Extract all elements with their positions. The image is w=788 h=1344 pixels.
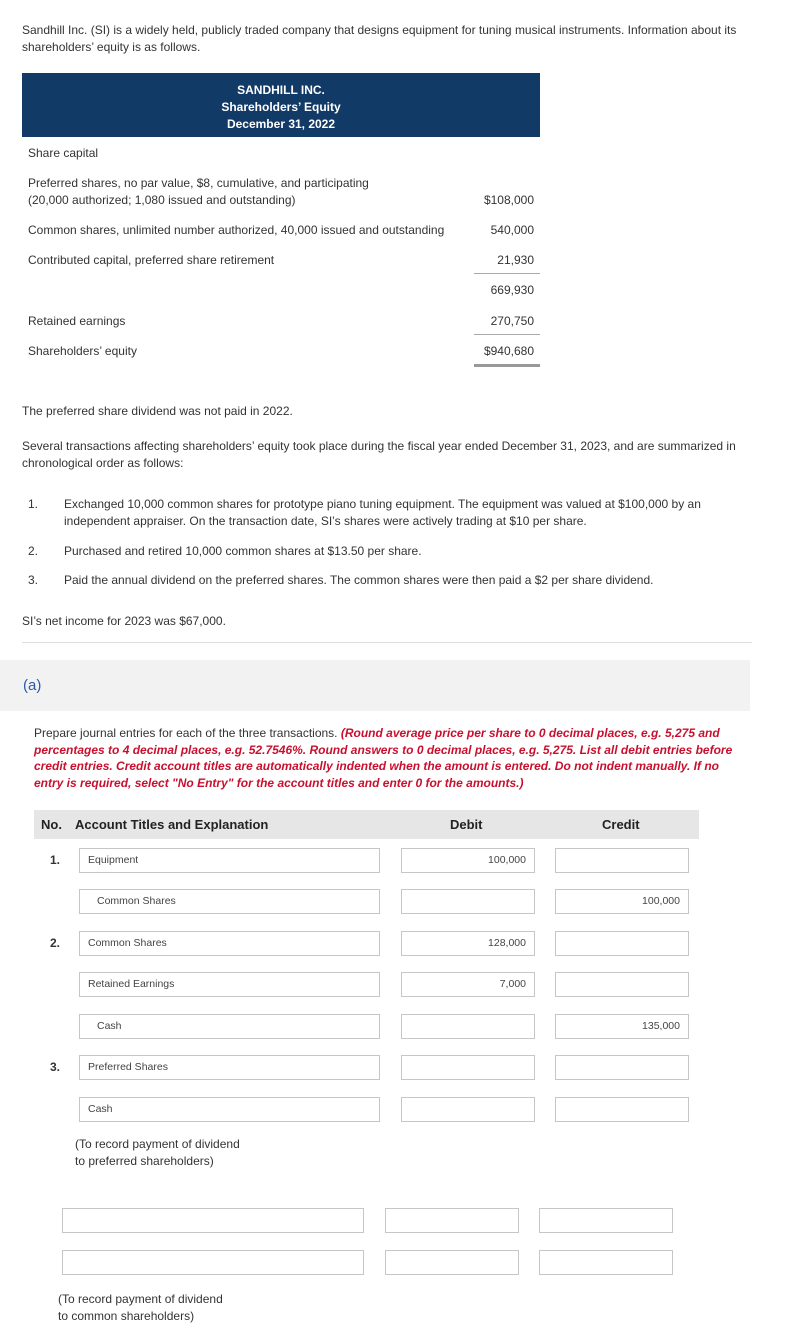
- transaction-number: 2.: [28, 544, 39, 558]
- debit-input[interactable]: 7,000: [401, 972, 535, 997]
- instruction-plain: Prepare journal entries for each of the three transactions.: [34, 726, 341, 740]
- subtotal-amount: 669,930: [490, 283, 534, 297]
- common-label: Common shares, unlimited number authorized, 40,000 issued and outstanding: [28, 223, 445, 237]
- intro-text: Sandhill Inc. (SI) is a widely held, publicly traded company that designs equipment for tuning musical instruments. Information about its shareholders’ equity is as follows.: [22, 23, 737, 54]
- account-input[interactable]: Preferred Shares: [79, 1055, 380, 1080]
- credit-input[interactable]: [555, 1097, 689, 1122]
- statement-header: [22, 73, 540, 137]
- debit-input[interactable]: [401, 1014, 535, 1039]
- debit-input[interactable]: 100,000: [401, 848, 535, 873]
- credit-input[interactable]: [539, 1208, 673, 1233]
- credit-input[interactable]: 100,000: [555, 889, 689, 914]
- total-amount: $940,680: [483, 344, 534, 358]
- col-no: No.: [41, 817, 62, 832]
- total-label: Shareholders’ equity: [28, 344, 137, 358]
- statement-company: SANDHILL INC.: [237, 83, 325, 97]
- debit-input[interactable]: [385, 1208, 519, 1233]
- entry-number: 1.: [50, 853, 61, 867]
- debit-input[interactable]: [401, 1097, 535, 1122]
- account-input[interactable]: Cash: [79, 1014, 380, 1039]
- section-divider: [22, 642, 752, 643]
- double-rule: [474, 364, 540, 367]
- entry-number: 3.: [50, 1060, 61, 1074]
- contributed-amount: 21,930: [497, 253, 534, 267]
- account-input[interactable]: Common Shares: [79, 931, 380, 956]
- account-input[interactable]: Retained Earnings: [79, 972, 380, 997]
- instruction-red: (Round average price per share to 0 decimal places, e.g. 5,275 and percentages to 4 decimal places, e.g. 52.7546%. Round answers to 0 decimal places, e.g. 5,275. List all debit entries before credit entries. Credit account titles are automatically indented when the amount is entered. Do not indent manually. If no entry is required, select "No Entry" for the account titles and enter 0 for the amounts.): [34, 726, 733, 790]
- transaction-text: Paid the annual dividend on the preferred shares. The common shares were then paid a $2 per share dividend.: [64, 573, 654, 587]
- contributed-label: Contributed capital, preferred share retirement: [28, 253, 275, 267]
- col-account: Account Titles and Explanation: [75, 817, 269, 832]
- memo-line: to common shareholders): [58, 1309, 195, 1323]
- memo-common: [58, 1291, 223, 1325]
- credit-input[interactable]: [555, 931, 689, 956]
- credit-input[interactable]: 135,000: [555, 1014, 689, 1039]
- transactions-intro: Several transactions affecting shareholders’ equity took place during the fiscal year ended December 31, 2023, and are summarized in chronological order as follows:: [22, 439, 736, 470]
- col-credit: Credit: [602, 817, 640, 832]
- dividend-note: The preferred share dividend was not paid in 2022.: [22, 404, 293, 418]
- credit-input[interactable]: [539, 1250, 673, 1275]
- debit-input[interactable]: [401, 1055, 535, 1080]
- memo-line: (To record payment of dividend: [58, 1292, 223, 1306]
- account-input[interactable]: [62, 1250, 364, 1275]
- credit-input[interactable]: [555, 848, 689, 873]
- debit-input[interactable]: [401, 889, 535, 914]
- preferred-line2: (20,000 authorized; 1,080 issued and outstanding): [28, 193, 296, 207]
- debit-input[interactable]: 128,000: [401, 931, 535, 956]
- transaction-number: 1.: [28, 497, 39, 511]
- common-amount: 540,000: [490, 223, 534, 237]
- memo-preferred: [75, 1136, 240, 1170]
- subtotal-rule: [474, 273, 540, 274]
- entry-number: 2.: [50, 936, 61, 950]
- net-income-text: SI’s net income for 2023 was $67,000.: [22, 614, 226, 628]
- retained-amount: 270,750: [490, 314, 534, 328]
- total-rule: [474, 334, 540, 335]
- debit-input[interactable]: [385, 1250, 519, 1275]
- account-input[interactable]: [62, 1208, 364, 1233]
- transaction-number: 3.: [28, 573, 39, 587]
- memo-line: to preferred shareholders): [75, 1154, 214, 1168]
- part-a-header: [0, 660, 750, 711]
- preferred-line1: Preferred shares, no par value, $8, cumulative, and participating: [28, 176, 369, 190]
- account-input[interactable]: Equipment: [79, 848, 380, 873]
- col-debit: Debit: [450, 817, 483, 832]
- share-capital-label: Share capital: [28, 146, 99, 160]
- preferred-amount: $108,000: [483, 193, 534, 207]
- transaction-text: Purchased and retired 10,000 common shares at $13.50 per share.: [64, 544, 422, 558]
- retained-label: Retained earnings: [28, 314, 126, 328]
- statement-date: December 31, 2022: [226, 117, 336, 131]
- memo-line: (To record payment of dividend: [75, 1137, 240, 1151]
- journal-header: [34, 810, 699, 839]
- instructions: [34, 725, 744, 791]
- account-input[interactable]: Cash: [79, 1097, 380, 1122]
- part-label: (a): [23, 677, 42, 694]
- account-input[interactable]: Common Shares: [79, 889, 380, 914]
- transaction-text: Exchanged 10,000 common shares for prototype piano tuning equipment. The equipment was valued at $100,000 by an independent appraiser. On the transaction date, SI’s shares were actively trading at $10 per share.: [64, 497, 701, 528]
- statement-title: Shareholders’ Equity: [221, 100, 341, 114]
- credit-input[interactable]: [555, 972, 689, 997]
- credit-input[interactable]: [555, 1055, 689, 1080]
